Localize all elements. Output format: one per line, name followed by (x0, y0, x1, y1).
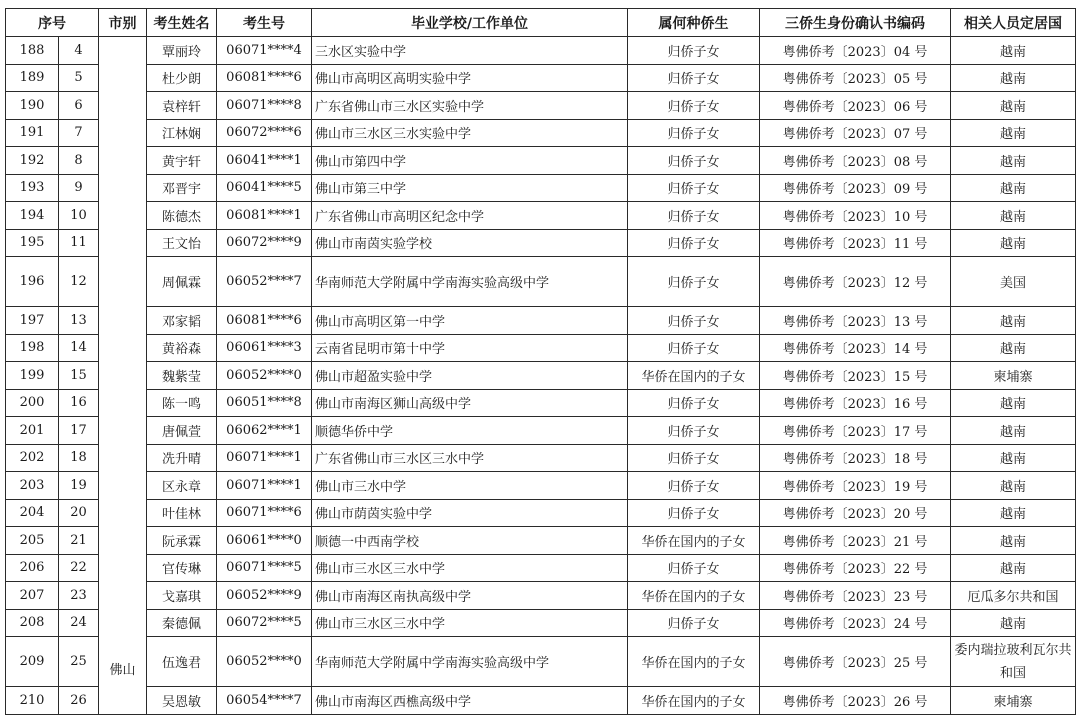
cell-school: 广东省佛山市高明区纪念中学 (312, 202, 628, 230)
cell-exam-no: 06071****8 (217, 92, 312, 120)
cell-school: 顺德一中西南学校 (312, 527, 628, 555)
cell-school: 佛山市南海区狮山高级中学 (312, 389, 628, 417)
cell-name: 周佩霖 (147, 257, 217, 307)
cell-country: 柬埔寨 (951, 687, 1076, 715)
cell-category: 归侨子女 (628, 444, 760, 472)
cell-category: 华侨在国内的子女 (628, 582, 760, 610)
table-row (6, 444, 1076, 472)
table-row (6, 687, 1076, 715)
cell-country: 越南 (951, 609, 1076, 637)
cell-sub-seq: 20 (59, 499, 99, 527)
cell-sub-seq: 11 (59, 229, 99, 257)
cell-name: 黄宇轩 (147, 147, 217, 175)
cell-seq: 195 (6, 229, 59, 257)
cell-exam-no: 06081****1 (217, 202, 312, 230)
cell-exam-no: 06041****1 (217, 147, 312, 175)
cell-school: 佛山市第四中学 (312, 147, 628, 175)
cell-seq: 194 (6, 202, 59, 230)
cell-seq: 191 (6, 119, 59, 147)
cell-cert-no: 粤佛侨考〔2023〕22 号 (760, 554, 951, 582)
cell-country: 越南 (951, 389, 1076, 417)
cell-country: 越南 (951, 202, 1076, 230)
cell-country: 越南 (951, 527, 1076, 555)
cell-seq: 204 (6, 499, 59, 527)
table-row (6, 637, 1076, 687)
cell-seq: 208 (6, 609, 59, 637)
cell-exam-no: 06072****9 (217, 229, 312, 257)
cell-school: 佛山市南海区西樵高级中学 (312, 687, 628, 715)
cell-category: 归侨子女 (628, 64, 760, 92)
cell-sub-seq: 14 (59, 334, 99, 362)
cell-school: 佛山市南海区南执高级中学 (312, 582, 628, 610)
cell-country: 越南 (951, 499, 1076, 527)
cell-seq: 198 (6, 334, 59, 362)
cell-exam-no: 06052****0 (217, 362, 312, 390)
cell-name: 黄裕森 (147, 334, 217, 362)
cell-name: 陈德杰 (147, 202, 217, 230)
cell-sub-seq: 5 (59, 64, 99, 92)
cell-sub-seq: 13 (59, 307, 99, 335)
cell-category: 归侨子女 (628, 417, 760, 445)
cell-name: 阮承霖 (147, 527, 217, 555)
cell-exam-no: 06061****0 (217, 527, 312, 555)
cell-school: 顺德华侨中学 (312, 417, 628, 445)
cell-cert-no: 粤佛侨考〔2023〕15 号 (760, 362, 951, 390)
cell-cert-no: 粤佛侨考〔2023〕05 号 (760, 64, 951, 92)
cell-seq: 201 (6, 417, 59, 445)
cell-category: 归侨子女 (628, 229, 760, 257)
cell-school: 佛山市三水区三水中学 (312, 609, 628, 637)
cell-cert-no: 粤佛侨考〔2023〕16 号 (760, 389, 951, 417)
table-row (6, 174, 1076, 202)
cell-school: 佛山市超盈实验中学 (312, 362, 628, 390)
cell-cert-no: 粤佛侨考〔2023〕10 号 (760, 202, 951, 230)
table-row (6, 389, 1076, 417)
cell-name: 区永章 (147, 472, 217, 500)
table-row (6, 257, 1076, 307)
cell-country: 越南 (951, 92, 1076, 120)
cell-sub-seq: 9 (59, 174, 99, 202)
cell-name: 袁梓轩 (147, 92, 217, 120)
table-row (6, 554, 1076, 582)
header-category: 属何种侨生 (628, 9, 760, 37)
cell-category: 华侨在国内的子女 (628, 687, 760, 715)
cell-seq: 192 (6, 147, 59, 175)
cell-category: 华侨在国内的子女 (628, 362, 760, 390)
cell-country: 厄瓜多尔共和国 (951, 582, 1076, 610)
cell-country: 委内瑞拉玻利瓦尔共和国 (951, 637, 1076, 687)
cell-sub-seq: 23 (59, 582, 99, 610)
cell-cert-no: 粤佛侨考〔2023〕19 号 (760, 472, 951, 500)
cell-exam-no: 06052****0 (217, 637, 312, 687)
cell-country: 越南 (951, 147, 1076, 175)
cell-cert-no: 粤佛侨考〔2023〕07 号 (760, 119, 951, 147)
cell-sub-seq: 19 (59, 472, 99, 500)
table-row (6, 582, 1076, 610)
cell-name: 江林娴 (147, 119, 217, 147)
cell-exam-no: 06071****6 (217, 499, 312, 527)
cell-school: 佛山市高明区高明实验中学 (312, 64, 628, 92)
cell-sub-seq: 7 (59, 119, 99, 147)
cell-exam-no: 06071****5 (217, 554, 312, 582)
header-name: 考生姓名 (147, 9, 217, 37)
cell-cert-no: 粤佛侨考〔2023〕25 号 (760, 637, 951, 687)
cell-cert-no: 粤佛侨考〔2023〕13 号 (760, 307, 951, 335)
header-exam-no: 考生号 (217, 9, 312, 37)
cell-category: 归侨子女 (628, 202, 760, 230)
cell-name: 邓家韬 (147, 307, 217, 335)
cell-seq: 200 (6, 389, 59, 417)
cell-seq: 205 (6, 527, 59, 555)
cell-country: 美国 (951, 257, 1076, 307)
table-body (6, 37, 1076, 715)
cell-sub-seq: 24 (59, 609, 99, 637)
cell-exam-no: 06061****3 (217, 334, 312, 362)
cell-school: 佛山市高明区第一中学 (312, 307, 628, 335)
cell-sub-seq: 25 (59, 637, 99, 687)
cell-school: 佛山市三水中学 (312, 472, 628, 500)
cell-sub-seq: 10 (59, 202, 99, 230)
cell-school: 广东省佛山市三水区三水中学 (312, 444, 628, 472)
table-row (6, 229, 1076, 257)
cell-name: 陈一鸣 (147, 389, 217, 417)
cell-exam-no: 06041****5 (217, 174, 312, 202)
cell-category: 归侨子女 (628, 147, 760, 175)
table-row (6, 334, 1076, 362)
cell-country: 越南 (951, 64, 1076, 92)
cell-cert-no: 粤佛侨考〔2023〕26 号 (760, 687, 951, 715)
cell-name: 覃丽玲 (147, 37, 217, 65)
table-row (6, 499, 1076, 527)
cell-cert-no: 粤佛侨考〔2023〕11 号 (760, 229, 951, 257)
cell-name: 邓晋宇 (147, 174, 217, 202)
cell-sub-seq: 15 (59, 362, 99, 390)
cell-sub-seq: 17 (59, 417, 99, 445)
cell-exam-no: 06052****7 (217, 257, 312, 307)
cell-seq: 202 (6, 444, 59, 472)
cell-country: 越南 (951, 307, 1076, 335)
cell-name: 伍逸君 (147, 637, 217, 687)
cell-seq: 203 (6, 472, 59, 500)
cell-sub-seq: 26 (59, 687, 99, 715)
cell-category: 归侨子女 (628, 119, 760, 147)
cell-sub-seq: 16 (59, 389, 99, 417)
table-row (6, 527, 1076, 555)
header-cert-no: 三侨生身份确认书编码 (760, 9, 951, 37)
cell-seq: 206 (6, 554, 59, 582)
cell-sub-seq: 4 (59, 37, 99, 65)
cell-country: 越南 (951, 554, 1076, 582)
cell-country: 越南 (951, 229, 1076, 257)
cell-cert-no: 粤佛侨考〔2023〕18 号 (760, 444, 951, 472)
candidate-table (5, 8, 1076, 715)
cell-sub-seq: 6 (59, 92, 99, 120)
table-row (6, 37, 1076, 65)
cell-exam-no: 06081****6 (217, 64, 312, 92)
cell-seq: 209 (6, 637, 59, 687)
cell-cert-no: 粤佛侨考〔2023〕08 号 (760, 147, 951, 175)
cell-seq: 188 (6, 37, 59, 65)
table-row (6, 119, 1076, 147)
table-header-row (6, 9, 1076, 37)
cell-school: 华南师范大学附属中学南海实验高级中学 (312, 637, 628, 687)
cell-exam-no: 06071****1 (217, 472, 312, 500)
header-school: 毕业学校/工作单位 (312, 9, 628, 37)
cell-name: 杜少朗 (147, 64, 217, 92)
cell-school: 佛山市第三中学 (312, 174, 628, 202)
cell-exam-no: 06054****7 (217, 687, 312, 715)
cell-school: 华南师范大学附属中学南海实验高级中学 (312, 257, 628, 307)
cell-category: 归侨子女 (628, 174, 760, 202)
cell-category: 华侨在国内的子女 (628, 637, 760, 687)
cell-country: 越南 (951, 444, 1076, 472)
cell-seq: 193 (6, 174, 59, 202)
cell-school: 佛山市南茵实验学校 (312, 229, 628, 257)
table-row (6, 64, 1076, 92)
cell-name: 戈嘉琪 (147, 582, 217, 610)
cell-exam-no: 06081****6 (217, 307, 312, 335)
cell-school: 佛山市荫茵实验中学 (312, 499, 628, 527)
cell-seq: 197 (6, 307, 59, 335)
cell-cert-no: 粤佛侨考〔2023〕04 号 (760, 37, 951, 65)
cell-seq: 196 (6, 257, 59, 307)
cell-sub-seq: 21 (59, 527, 99, 555)
table-row (6, 417, 1076, 445)
cell-category: 归侨子女 (628, 334, 760, 362)
cell-category: 归侨子女 (628, 307, 760, 335)
header-country: 相关人员定居国 (951, 9, 1076, 37)
cell-school: 三水区实验中学 (312, 37, 628, 65)
cell-name: 魏紫莹 (147, 362, 217, 390)
cell-sub-seq: 22 (59, 554, 99, 582)
cell-cert-no: 粤佛侨考〔2023〕09 号 (760, 174, 951, 202)
cell-exam-no: 06072****6 (217, 119, 312, 147)
cell-seq: 210 (6, 687, 59, 715)
table-row (6, 307, 1076, 335)
cell-city-merged: 佛山 (99, 37, 147, 715)
cell-country: 越南 (951, 174, 1076, 202)
cell-category: 华侨在国内的子女 (628, 527, 760, 555)
header-city: 市别 (99, 9, 147, 37)
cell-category: 归侨子女 (628, 499, 760, 527)
cell-category: 归侨子女 (628, 92, 760, 120)
table-row (6, 609, 1076, 637)
cell-category: 归侨子女 (628, 472, 760, 500)
cell-cert-no: 粤佛侨考〔2023〕23 号 (760, 582, 951, 610)
cell-country: 越南 (951, 119, 1076, 147)
cell-school: 广东省佛山市三水区实验中学 (312, 92, 628, 120)
cell-exam-no: 06062****1 (217, 417, 312, 445)
cell-seq: 189 (6, 64, 59, 92)
cell-country: 柬埔寨 (951, 362, 1076, 390)
cell-sub-seq: 8 (59, 147, 99, 175)
cell-name: 王文怡 (147, 229, 217, 257)
cell-seq: 199 (6, 362, 59, 390)
header-seq: 序号 (6, 9, 99, 37)
cell-country: 越南 (951, 472, 1076, 500)
cell-sub-seq: 12 (59, 257, 99, 307)
cell-name: 冼升晴 (147, 444, 217, 472)
table-row (6, 147, 1076, 175)
cell-seq: 190 (6, 92, 59, 120)
cell-cert-no: 粤佛侨考〔2023〕21 号 (760, 527, 951, 555)
cell-category: 归侨子女 (628, 257, 760, 307)
cell-name: 官传琳 (147, 554, 217, 582)
cell-category: 归侨子女 (628, 554, 760, 582)
cell-country: 越南 (951, 334, 1076, 362)
cell-exam-no: 06071****4 (217, 37, 312, 65)
cell-category: 归侨子女 (628, 609, 760, 637)
table-row (6, 92, 1076, 120)
cell-seq: 207 (6, 582, 59, 610)
cell-sub-seq: 18 (59, 444, 99, 472)
cell-cert-no: 粤佛侨考〔2023〕24 号 (760, 609, 951, 637)
cell-name: 秦德佩 (147, 609, 217, 637)
cell-category: 归侨子女 (628, 389, 760, 417)
cell-school: 佛山市三水区三水中学 (312, 554, 628, 582)
table-row (6, 472, 1076, 500)
cell-category: 归侨子女 (628, 37, 760, 65)
table-row (6, 202, 1076, 230)
table-row (6, 362, 1076, 390)
cell-country: 越南 (951, 417, 1076, 445)
cell-country: 越南 (951, 37, 1076, 65)
cell-exam-no: 06071****1 (217, 444, 312, 472)
cell-name: 叶佳林 (147, 499, 217, 527)
cell-cert-no: 粤佛侨考〔2023〕14 号 (760, 334, 951, 362)
cell-exam-no: 06072****5 (217, 609, 312, 637)
cell-cert-no: 粤佛侨考〔2023〕12 号 (760, 257, 951, 307)
cell-cert-no: 粤佛侨考〔2023〕06 号 (760, 92, 951, 120)
cell-cert-no: 粤佛侨考〔2023〕17 号 (760, 417, 951, 445)
cell-school: 佛山市三水区三水实验中学 (312, 119, 628, 147)
cell-name: 吴恩敏 (147, 687, 217, 715)
cell-name: 唐佩萱 (147, 417, 217, 445)
cell-school: 云南省昆明市第十中学 (312, 334, 628, 362)
cell-cert-no: 粤佛侨考〔2023〕20 号 (760, 499, 951, 527)
cell-exam-no: 06051****8 (217, 389, 312, 417)
cell-exam-no: 06052****9 (217, 582, 312, 610)
